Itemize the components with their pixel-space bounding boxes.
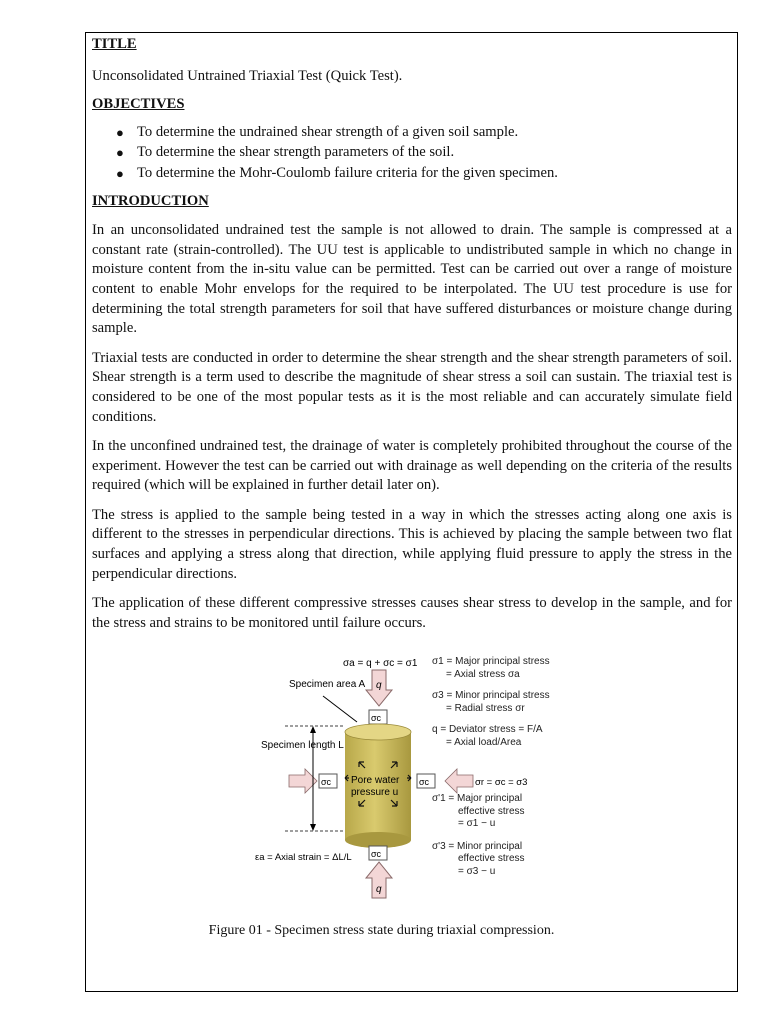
legend-line: effective stress <box>458 853 525 864</box>
axial-strain-label: εa = Axial strain = ΔL/L <box>255 852 352 863</box>
objective-text: To determine the shear strength parameters of the soil. <box>137 144 455 161</box>
figure-legend <box>432 656 602 878</box>
bullet-icon: ● <box>116 145 124 161</box>
title-text: Unconsolidated Untrained Triaxial Test (Quick Test). <box>92 67 403 84</box>
top-q-label: q <box>376 680 382 691</box>
title-heading: TITLE <box>92 36 137 52</box>
intro-paragraph: In an unconsolidated undrained test the sample is not allowed to drain. The sample is compressed at a constant rate (strain-controlled). The UU test is applicable to undistributed sample in which no change in moisture content from the in-situ value can be permitted. Test can be carried out over a range of moisture content to enable Mohr envelops for the required to be interpolated. The UU test procedure is use for determining the total strength parameters for soil that have suffered disturbances or moisture change during sample. <box>92 222 732 337</box>
objective-item <box>92 123 732 143</box>
objectives-heading: OBJECTIVES <box>92 96 185 113</box>
legend-line: σ'1 = Major principal <box>432 793 523 804</box>
specimen-cylinder <box>345 732 411 840</box>
right-sigma-label: σc <box>419 777 430 787</box>
length-arrow-top-icon <box>310 726 316 733</box>
objectives-list <box>92 123 732 184</box>
pore-water-label-2: pressure u <box>351 787 399 798</box>
objective-text: To determine the Mohr-Coulomb failure criteria for the given specimen. <box>137 164 558 181</box>
specimen-area-label <box>289 679 365 690</box>
bottom-sigma-label: σc <box>371 849 382 859</box>
document-content <box>92 33 732 633</box>
legend-entry <box>432 793 602 831</box>
bottom-q-label: q <box>376 884 382 895</box>
cylinder-top <box>345 724 411 740</box>
top-equation: σa = q + σc = σ1 <box>343 658 418 669</box>
legend-line: = Radial stress σr <box>446 702 525 714</box>
radial-equation: σr = σc = σ3 <box>475 777 528 788</box>
objective-item <box>92 164 732 184</box>
intro-paragraph: The stress is applied to the sample being tested in a way in which the stresses acting along one axis is different to the stresses in perpendicular directions. This is achieved by placing the sample between two flat surfaces and applying a stress along that direction, while applying fluid pressure to apply the stress in the perpendicular directions. <box>92 506 732 582</box>
area-pointer <box>323 696 357 722</box>
intro-paragraph: Triaxial tests are conducted in order to determine the shear strength and the shear strength parameters of soil. Shear strength is a term used to describe the magnitude of shear stress a soil can sustain. The triaxial test is considered to be one of the most popular tests as it is the most reliable and can accurately simulate field conditions. <box>92 349 732 425</box>
top-sigma-label: σc <box>371 713 382 723</box>
legend-line: effective stress <box>458 805 525 817</box>
legend-line: = Axial stress σa <box>446 668 520 680</box>
intro-paragraph: In the unconfined undrained test, the drainage of water is completely prohibited throughout the course of the experiment. However the test can be carried out with drainage as well depending on the criteria of the results required (which will be explained in further detail later on). <box>92 438 732 494</box>
length-arrow-bottom-icon <box>310 824 316 831</box>
legend-entry <box>432 724 602 749</box>
left-sigma-label: σc <box>321 777 332 787</box>
bullet-icon: ● <box>116 165 124 181</box>
specimen-area-text: Specimen area A <box>289 679 366 690</box>
objective-item <box>92 143 732 163</box>
legend-line: σ3 = Minor principal stress <box>432 690 550 701</box>
specimen-length-label: Specimen length L <box>261 740 344 751</box>
legend-line: = σ3 − u <box>458 865 496 877</box>
intro-paragraph: The application of these different compressive stresses causes shear stress to develop in the sample, and for the stress and strains to be monitored until failure occurs. <box>92 595 732 631</box>
legend-entry <box>432 690 602 715</box>
legend-entry <box>432 841 602 879</box>
legend-line: σ1 = Major principal stress <box>432 656 550 667</box>
objective-text: To determine the undrained shear strength of a given soil sample. <box>137 123 519 140</box>
bullet-icon: ● <box>116 124 124 140</box>
legend-line: q = Deviator stress = F/A <box>432 724 543 735</box>
legend-line: = σ1 − u <box>458 818 496 829</box>
legend-entry <box>432 656 602 681</box>
introduction-heading: INTRODUCTION <box>92 192 209 209</box>
legend-line: σ'3 = Minor principal <box>432 840 523 852</box>
pore-water-label-1: Pore water <box>351 775 400 786</box>
figure-caption: Figure 01 - Specimen stress state during triaxial compression. <box>208 923 555 938</box>
legend-line: = Axial load/Area <box>446 736 522 748</box>
